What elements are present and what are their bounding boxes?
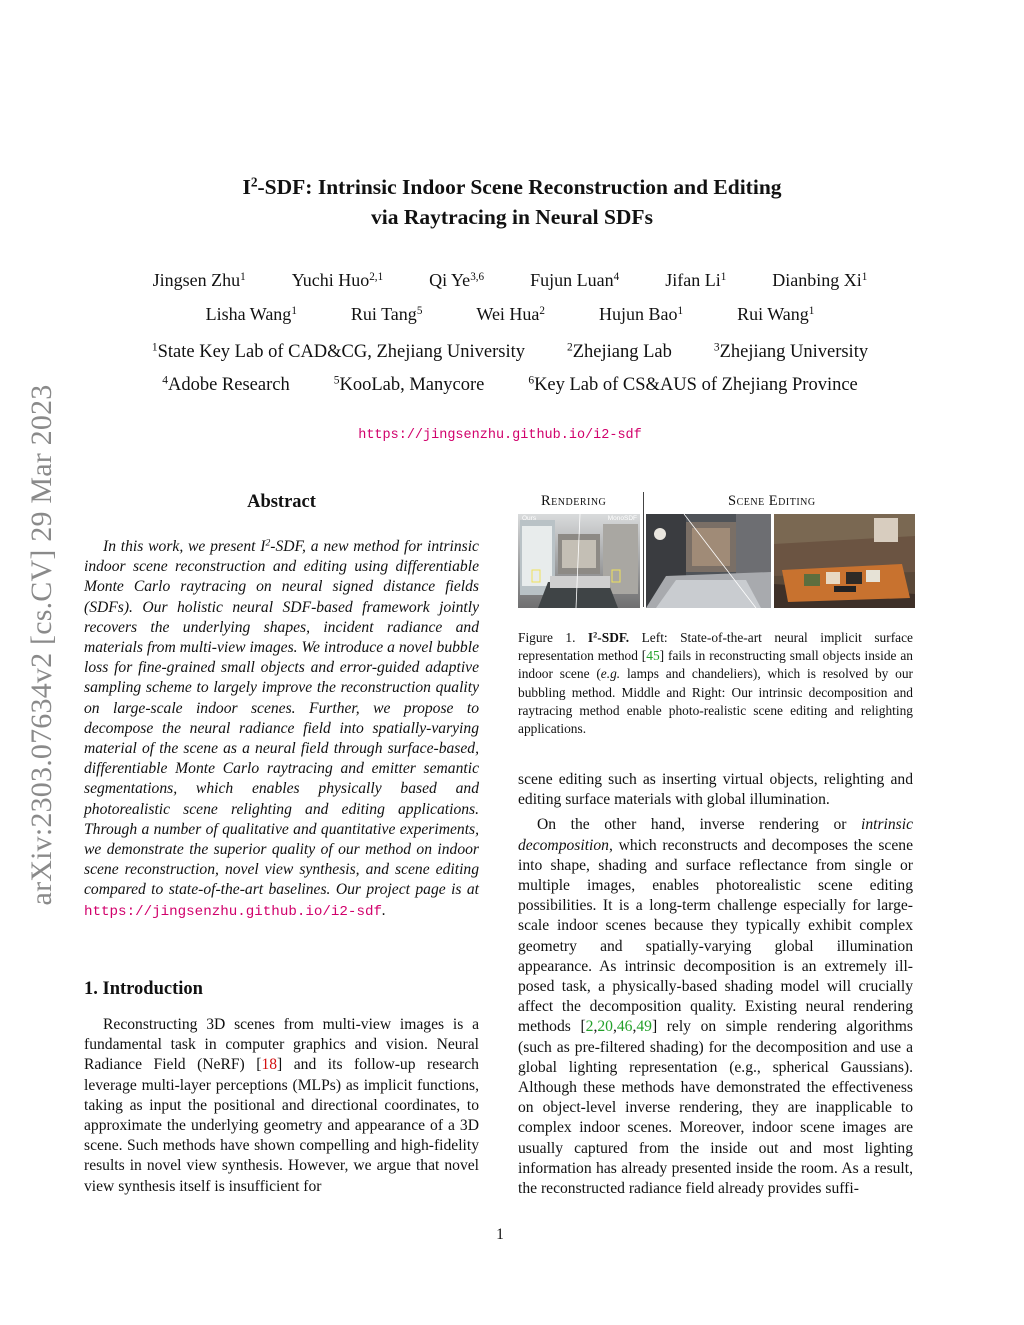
caption-figure-number: Figure 1. bbox=[518, 630, 588, 645]
author-5 bbox=[772, 270, 867, 291]
affiliation-sup: 6 bbox=[528, 374, 535, 387]
project-url-link[interactable]: https://jingsenzhu.github.io/i2-sdf bbox=[358, 428, 642, 443]
affiliation-sup: 4 bbox=[162, 374, 168, 387]
caption-text-c: ] fails in reconstructing small objects inside an indoor scene ( bbox=[518, 648, 913, 682]
affiliation-2 bbox=[528, 375, 857, 396]
author-sup: 5 bbox=[416, 304, 423, 317]
paper-title-line2: via Raytracing in Neural SDFs bbox=[371, 205, 653, 229]
caption-text-b: Left: State-of-the-art neural implicit surface representation method [ bbox=[518, 630, 913, 664]
caption-eg: e.g. bbox=[600, 666, 621, 682]
author-name: Rui Wang bbox=[737, 304, 809, 324]
affiliation-name: Adobe Research bbox=[167, 375, 290, 395]
right-p2-emphasis: intrinsic decomposition bbox=[518, 816, 913, 854]
author-sup: 1 bbox=[861, 270, 868, 283]
author-name: Qi Ye bbox=[429, 270, 471, 290]
author-2 bbox=[476, 304, 545, 325]
right-paragraph-1: scene editing such as inserting virtual objects, relighting and editing surface materials with global illumination. bbox=[518, 771, 913, 809]
affiliation-row1 bbox=[80, 342, 940, 363]
affiliation-sup: 5 bbox=[333, 374, 340, 387]
living-room-editing-image bbox=[774, 514, 915, 608]
affiliation-name: Zhejiang Lab bbox=[572, 342, 672, 362]
affiliation-name: State Key Lab of CAD&CG, Zhejiang University bbox=[157, 342, 525, 362]
abstract-heading: Abstract bbox=[247, 492, 316, 512]
affiliation-1 bbox=[567, 342, 672, 363]
affiliation-name: Zhejiang University bbox=[719, 342, 869, 362]
author-4 bbox=[737, 304, 814, 325]
intro-text-b: ] and its follow-up research leverage multi-layer perceptions (MLPs) as implicit functions, taking as input the positional and directional coordinates, to approximate the underlying geometry and appearance of a 3D scene. Such methods have shown compelling and high-fidelity results in novel view synthesis. However, we argue that novel view synthesis itself is insufficient for bbox=[84, 1056, 479, 1195]
figure-label-rendering bbox=[541, 493, 606, 510]
ours-tag: Ours bbox=[522, 515, 537, 522]
author-name: Hujun Bao bbox=[599, 304, 678, 324]
abstract-text-a: In this work, we present I bbox=[103, 538, 266, 555]
author-sup: 1 bbox=[720, 270, 727, 283]
introduction-heading: 1. Introduction bbox=[84, 979, 203, 999]
label-rendering-text: Rendering bbox=[541, 493, 607, 509]
author-list-row1 bbox=[80, 270, 940, 291]
author-sup: 4 bbox=[613, 270, 620, 283]
title-rest: -SDF: Intrinsic Indoor Scene Reconstruction and Editing bbox=[257, 175, 782, 199]
page-number: 1 bbox=[496, 1226, 504, 1243]
author-0 bbox=[206, 304, 297, 325]
right-paragraph-2: On the other hand, inverse rendering or intrinsic decomposition, which reconstructs and decomposes the scene into shape, shading and surface reflectance from single or multiple images, enables photorealistic scene editing possibilities. It is a long-term challenge especially for large-scale indoor scenes because they typically exhibit complex geometry and spatially-varying global illumination appearance. As intrinsic decomposition is an extremely ill-posed task, a physically-based shading model will crucially affect the decomposition quality. Existing neural rendering methods [2,20,46,49] rely on simple rendering algorithms (such as pre-filtered shading) for the decomposition and use a global lighting representation (e.g., spherical Gaussians). Although these methods have demonstrated the effectiveness on object-level inverse rendering, they are inapplicable to complex indoor scenes. Moreover, indoor scene images are usually captured from the inside out and most lighting information has already presented inside the room. As a result, the reconstructed radiance field already provides suffi- bbox=[518, 816, 913, 1198]
label-scene-editing-text: Scene Editing bbox=[728, 493, 816, 509]
affiliation-name: Key Lab of CS&AUS of Zhejiang Province bbox=[534, 375, 858, 395]
citation-link[interactable]: 49 bbox=[636, 1018, 652, 1036]
author-4 bbox=[665, 270, 726, 291]
author-3 bbox=[530, 270, 619, 291]
author-name: Lisha Wang bbox=[205, 304, 292, 324]
right-p2-text-b: , which reconstructs and decomposes the scene into shape, shading and surface reflectance from single or multiple images, enables photorealistic scene editing possibilities. It is a long-term challenge especially for large-scale indoor scenes because they typically exhibit complex geometry and spatially-varying global illumination appearance. As intrinsic decomposition is an extremely ill-posed task, a physically-based shading model will crucially affect the decomposition quality. Existing neural rendering methods [ bbox=[518, 836, 913, 1036]
author-name: Yuchi Huo bbox=[291, 270, 370, 290]
author-name: Jifan Li bbox=[665, 270, 721, 290]
author-1 bbox=[292, 270, 383, 291]
affiliation-sup: 2 bbox=[567, 341, 573, 354]
introduction-body bbox=[84, 1015, 479, 1197]
author-name: Rui Tang bbox=[350, 304, 417, 324]
author-name: Jingsen Zhu bbox=[152, 270, 241, 290]
author-name: Dianbing Xi bbox=[772, 270, 862, 290]
author-3 bbox=[599, 304, 683, 325]
citation-link[interactable]: 46 bbox=[616, 1018, 633, 1036]
affiliation-1 bbox=[334, 375, 485, 396]
author-sup: 1 bbox=[677, 304, 684, 317]
citation-link[interactable]: 45 bbox=[646, 648, 660, 664]
affiliation-sup: 1 bbox=[151, 341, 158, 354]
caption-title-rest: -SDF. bbox=[597, 630, 630, 645]
rendering-comparison-image bbox=[518, 514, 640, 608]
figure-label-scene-editing bbox=[728, 493, 816, 510]
abstract-project-link[interactable]: https://jingsenzhu.github.io/i2-sdf bbox=[84, 903, 382, 920]
author-sup: 2,1 bbox=[369, 270, 384, 283]
abstract-text-end: . bbox=[382, 901, 386, 919]
monosdf-tag: MonoSDF bbox=[607, 515, 637, 522]
citation-link[interactable]: 20 bbox=[597, 1018, 613, 1036]
author-sup: 2 bbox=[539, 304, 545, 317]
figure-divider bbox=[643, 492, 644, 607]
author-name: Wei Hua bbox=[476, 304, 540, 324]
affiliation-0 bbox=[162, 375, 289, 396]
right-p2-text-c: ] rely on simple rendering algorithms (such as pre-filtered shading) for the decomposition and use a global lighting representation (e.g., spherical Gaussians). Although these methods have demonstrated the effectiveness on object-level inverse rendering, they are inapplicable to complex indoor scenes. Moreover, indoor scene images are usually captured from the inside out and most lighting information has already presented inside the room. As a result, the reconstructed radiance field already provides suffi- bbox=[518, 1018, 913, 1198]
author-2 bbox=[429, 270, 484, 291]
title-prefix: I bbox=[242, 175, 251, 199]
caption-title bbox=[588, 630, 629, 645]
author-sup: 1 bbox=[808, 304, 815, 317]
author-sup: 1 bbox=[240, 270, 246, 283]
abstract-text-b: -SDF, a new method for intrinsic indoor scene reconstruction and editing using differentiable Monte Carlo raytracing on neural signed distance fields (SDFs). Our holistic neural SDF-based framework jointly recovers the underlying shapes, incident radiance and materials from multi-view images. We introduce a novel bubble loss for fine-grained small objects and error-guided adaptive sampling scheme to largely improve the reconstruction quality on large-scale indoor scenes. Further, we propose to decompose the neural radiance field into spatially-varying material of the scene as a neural field through surface-based, differentiable Monte Carlo raytracing and emitter semantic segmentations, which enables physically based and photorealistic scene relighting and editing applications. Through a number of qualitative and quantitative experiments, we demonstrate the superior quality of our method on indoor scene reconstruction, novel view synthesis, and scene editing compared to state-of-the-art baselines. Our project page is at bbox=[84, 538, 479, 899]
citation-link[interactable]: 2 bbox=[585, 1018, 594, 1036]
abstract-sup: 2 bbox=[265, 537, 271, 549]
intro-text-a: Reconstructing 3D scenes from multi-view images is a fundamental task in computer graphics and vision. Neural Radiance Field (NeRF) [ bbox=[84, 1016, 479, 1074]
arxiv-identifier: arXiv:2303.07634v2 [cs.CV] 29 Mar 2023 bbox=[25, 384, 58, 906]
author-name: Fujun Luan bbox=[530, 270, 614, 290]
paper-title-line1 bbox=[0, 172, 1024, 202]
author-1 bbox=[351, 304, 423, 325]
bedroom-relighting-image bbox=[646, 514, 771, 608]
author-sup: 1 bbox=[291, 304, 297, 317]
caption-text-d: lamps and chandeliers), which is resolved by our bubbling method. Middle and Right: Our intrinsic decomposition and raytracing method enable photo-realistic scene editing and relighting applications. bbox=[518, 666, 914, 737]
caption-title-sup: 2 bbox=[593, 630, 598, 640]
caption-title-prefix: I bbox=[587, 630, 594, 645]
affiliation-2 bbox=[714, 342, 868, 363]
author-0 bbox=[153, 270, 246, 291]
affiliation-0 bbox=[152, 342, 525, 363]
author-list-row2 bbox=[80, 304, 940, 325]
author-sup: 3,6 bbox=[470, 270, 485, 283]
figure-1 bbox=[518, 493, 915, 608]
right-p2-text-a: On the other hand, inverse rendering or bbox=[537, 816, 862, 834]
abstract-body bbox=[84, 537, 479, 922]
affiliation-name: KooLab, Manycore bbox=[339, 375, 485, 395]
affiliation-sup: 3 bbox=[713, 341, 720, 354]
affiliation-row2 bbox=[80, 375, 940, 396]
citation-link[interactable]: 18 bbox=[261, 1056, 278, 1074]
title-sup: 2 bbox=[250, 174, 258, 190]
right-column-body bbox=[518, 770, 913, 1199]
figure-1-caption bbox=[518, 629, 913, 738]
